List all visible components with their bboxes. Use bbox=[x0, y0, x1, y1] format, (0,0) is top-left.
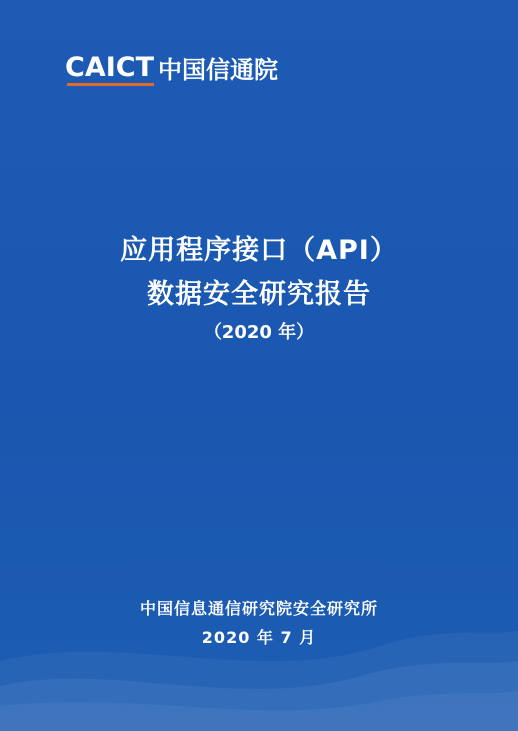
publisher-organization: 中国信息通信研究院安全研究所 bbox=[139, 599, 378, 618]
report-title-line2: 数据安全研究报告 bbox=[147, 279, 371, 310]
logo-chinese-name: 中国信通院 bbox=[158, 55, 278, 84]
publish-date: 2020 年 7 月 bbox=[201, 628, 317, 647]
report-year: （2020 年） bbox=[203, 322, 315, 343]
logo-mark-text: CAICT bbox=[65, 52, 154, 83]
report-title-line1: 应用程序接口（API） bbox=[120, 235, 398, 266]
logo-accent-bar bbox=[67, 83, 154, 86]
caict-logo bbox=[65, 53, 278, 86]
logo-mark bbox=[65, 53, 154, 86]
